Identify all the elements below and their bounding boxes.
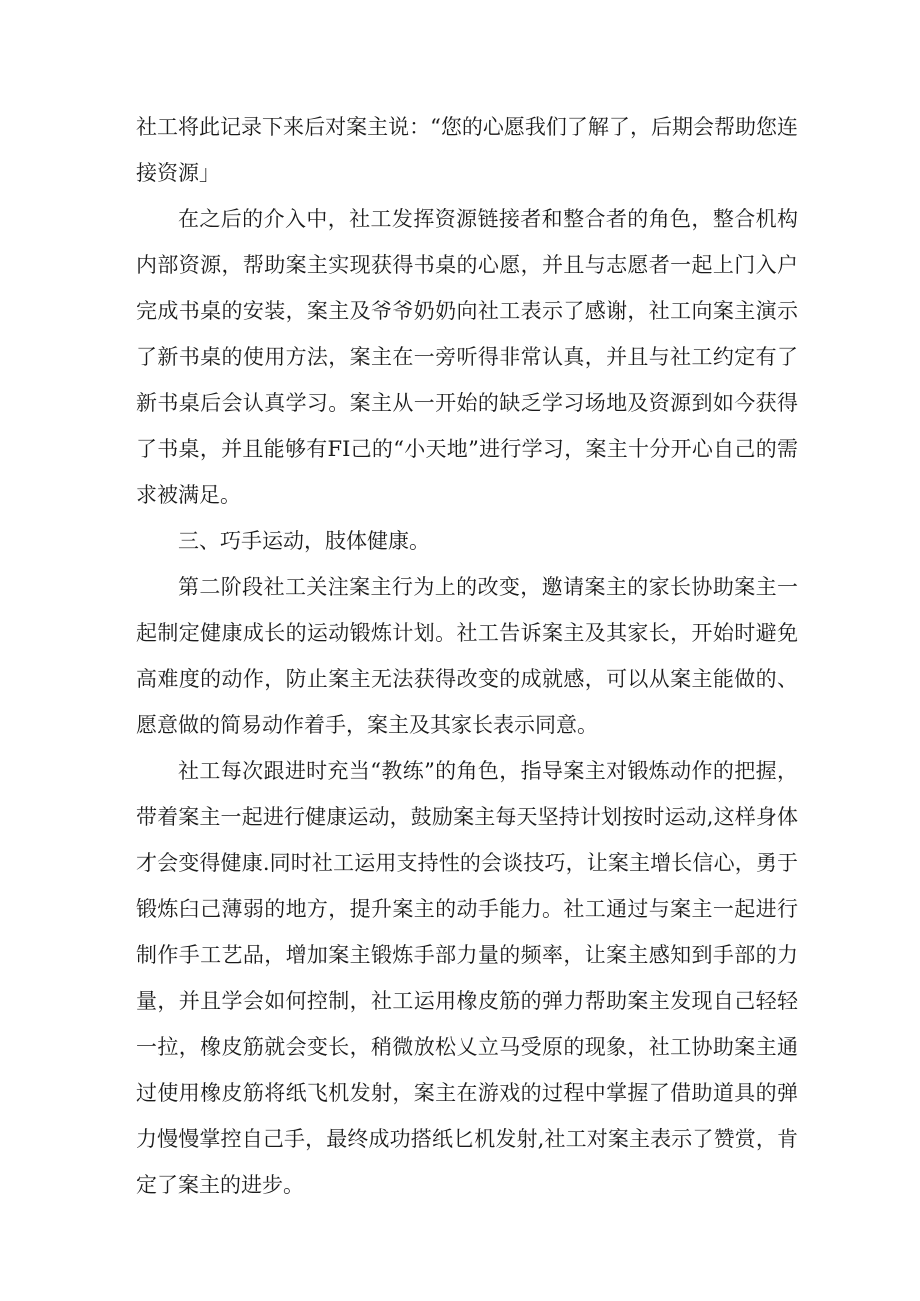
section-heading: 三、巧手运动，肢体健康。	[178, 529, 430, 553]
paragraph-stage-two: 第二阶段社工关注案主行为上的改变，邀请案主的家长协助案主一起制定健康成长的运动锻炼计划。社工告诉案主及其家长，开始时避免高难度的动作，防止案主无法获得改变的成就感，可以从案主能做的、愿意做的简易动作着手，案主及其家长表示同意。	[136, 575, 798, 737]
paragraph-quote: 社工将此记录下来后对案主说：“您的心愿我们了解了，后期会帮助您连接资源」	[136, 115, 798, 185]
paragraph-intervention: 在之后的介入中，社工发挥资源链接者和整合者的角色，整合机构内部资源，帮助案主实现获得书桌的心愿，并且与志愿者一起上门入户完成书桌的安装，案主及爷爷奶奶向社工表示了感谢，社工向案主演示了新书桌的使用方法，案主在一旁听得非常认真，并且与社工约定有了新书桌后会认真学习。案主从一开始的缺乏学习场地及资源到如今获得了书桌，并且能够有FI己的“小天地”进行学习，案主十分开心自己的需求被满足。	[136, 207, 798, 507]
document-body	[136, 104, 798, 1208]
paragraph-coaching: 社工每次跟进时充当“教练”的角色，指导案主对锻炼动作的把握，带着案主一起进行健康运动，鼓励案主每天坚持计划按时运动,这样身体才会变得健康.同时社工运用支持性的会谈技巧，让案主增长信心，勇于锻炼臼己薄弱的地方，提升案主的动手能力。社工通过与案主一起进行制作手工艺品，增加案主锻炼手部力量的频率，让案主感知到手部的力量，并且学会如何控制，社工运用橡皮筋的弹力帮助案主发现自己轻轻一拉，橡皮筋就会变长，稍微放松乂立马受原的现象，社工协助案主通过使用橡皮筋将纸飞机发射，案主在游戏的过程中掌握了借助道具的弹力慢慢掌控自己手，最终成功搭纸匕机发射,社工对案主表示了赞赏，肯定了案主的进步。	[136, 759, 798, 1197]
